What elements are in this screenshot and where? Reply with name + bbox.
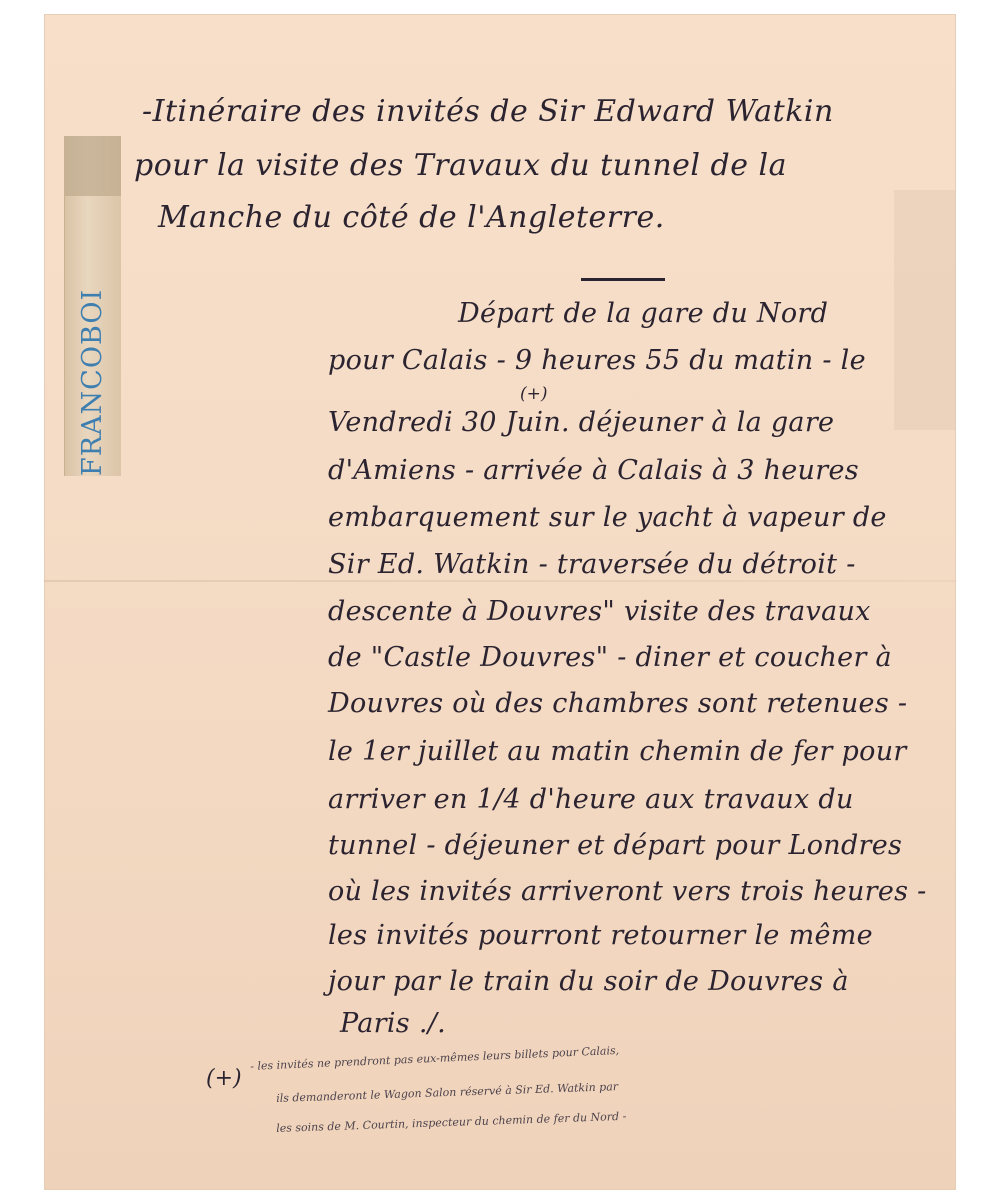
letter-page [44, 14, 956, 1190]
stamp-strip [64, 136, 121, 476]
stamp-text: FRANCOBOI [77, 288, 108, 476]
note-marker: (+) [520, 384, 548, 404]
body-line-3: Vendredi 30 Juin. déjeuner à la gare [328, 407, 835, 438]
paper-stain [894, 190, 956, 430]
body-line-9: Douvres où des chambres sont retenues - [328, 688, 908, 719]
body-line-13: où les invités arriveront vers trois heures - [328, 876, 927, 907]
body-line-1: Départ de la gare du Nord [458, 298, 829, 329]
body-line-10: le 1er juillet au matin chemin de fer pour [328, 736, 907, 767]
footnote-line-3: les soins de M. Courtin, inspecteur du chemin de fer du Nord - [276, 1109, 627, 1135]
body-line-16: Paris ./. [340, 1008, 446, 1039]
body-line-5: embarquement sur le yacht à vapeur de [328, 502, 887, 533]
title-rule [581, 278, 665, 281]
body-line-15: jour par le train du soir de Douvres à [328, 966, 849, 997]
body-line-11: arriver en 1/4 d'heure aux travaux du [328, 784, 854, 815]
title-line-1: -Itinéraire des invités de Sir Edward Watkin [142, 94, 834, 129]
title-line-2: pour la visite des Travaux du tunnel de la [134, 148, 788, 183]
body-line-6: Sir Ed. Watkin - traversée du détroit - [328, 549, 856, 580]
body-line-12: tunnel - déjeuner et départ pour Londres [328, 830, 903, 861]
footnote-marker: (+) [206, 1066, 242, 1091]
body-line-8: de "Castle Douvres" - diner et coucher à [328, 642, 892, 673]
body-line-2: pour Calais - 9 heures 55 du matin - le [328, 345, 866, 376]
body-line-7: descente à Douvres" visite des travaux [328, 596, 871, 627]
footnote-line-1: - les invités ne prendront pas eux-mêmes leurs billets pour Calais, [250, 1043, 620, 1073]
body-line-4: d'Amiens - arrivée à Calais à 3 heures [328, 455, 859, 486]
body-line-14: les invités pourront retourner le même [328, 920, 873, 951]
footnote-line-2: ils demanderont le Wagon Salon réservé à Sir Ed. Watkin par [276, 1080, 619, 1105]
title-line-3: Manche du côté de l'Angleterre. [158, 200, 665, 235]
paper-fold [44, 580, 956, 582]
